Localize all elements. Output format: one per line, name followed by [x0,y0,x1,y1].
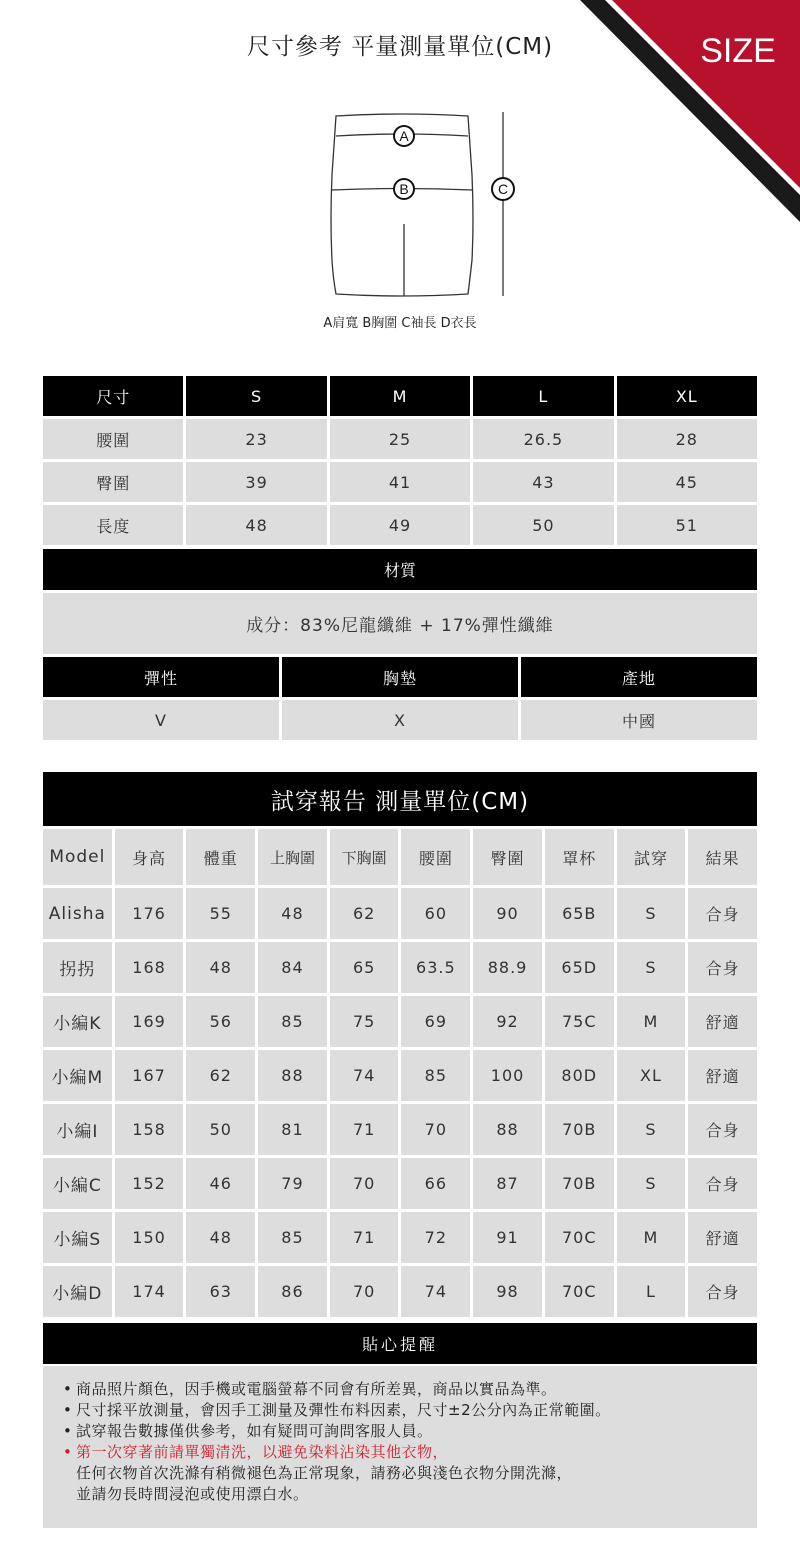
fitting-header-result: 結果 [688,829,757,885]
size-header-m: M [330,376,470,416]
fitting-cell: 合身 [688,1104,757,1155]
fitting-cell: 63.5 [401,942,470,993]
tip-item: • 試穿報告數據僅供參考，如有疑問可詢問客服人員。 [63,1422,433,1440]
fitting-header-cup: 罩杯 [545,829,614,885]
skirt-diagram [300,100,530,305]
material-header: 材質 [43,549,757,590]
fitting-cell: 88 [473,1104,542,1155]
fitting-cell: 74 [330,1050,399,1101]
fitting-cell: 65B [545,888,614,939]
size-row-label: 腰圍 [43,419,183,459]
fitting-cell: 85 [258,1212,327,1263]
fitting-cell: S [617,888,686,939]
fitting-cell: 46 [186,1158,255,1209]
fitting-cell: 63 [186,1266,255,1317]
fitting-cell: 70C [545,1266,614,1317]
fitting-cell: 69 [401,996,470,1047]
size-cell: 51 [617,505,757,545]
fitting-cell: 87 [473,1158,542,1209]
bullet-icon: • [63,1443,73,1461]
marker-b [393,178,415,200]
fitting-cell: 62 [186,1050,255,1101]
fitting-cell: 71 [330,1104,399,1155]
fitting-cell: 176 [115,888,184,939]
size-cell: 49 [330,505,470,545]
fitting-cell: 70B [545,1104,614,1155]
model-name: 拐拐 [43,942,112,993]
fitting-cell: 85 [401,1050,470,1101]
size-cell: 43 [473,462,613,502]
model-name: 小編S [43,1212,112,1263]
size-cell: 25 [330,419,470,459]
page-title: 尺寸參考 平量測量單位(CM) [246,34,554,60]
fitting-cell: 150 [115,1212,184,1263]
fitting-cell: 合身 [688,942,757,993]
fitting-cell: 66 [401,1158,470,1209]
padding-value: X [282,700,518,740]
fitting-cell: 70 [330,1266,399,1317]
fitting-cell: 85 [258,996,327,1047]
size-header-l: L [473,376,613,416]
size-cell: 45 [617,462,757,502]
fitting-cell: 60 [401,888,470,939]
marker-a [393,125,415,147]
size-header-s: S [186,376,326,416]
fitting-cell: 88.9 [473,942,542,993]
fitting-cell: 合身 [688,1266,757,1317]
fitting-cell: 158 [115,1104,184,1155]
tip-warning: • 第一次穿著前請單獨清洗，以避免染料沾染其他衣物， [63,1443,449,1461]
fitting-header-waist: 腰圍 [401,829,470,885]
marker-c [491,177,515,201]
diagram-legend: A肩寬 B胸圍 C袖長 D衣長 [323,316,477,331]
elasticity-header: 彈性 [43,657,279,697]
fitting-cell: 舒適 [688,1050,757,1101]
model-name: 小編C [43,1158,112,1209]
fitting-cell: 90 [473,888,542,939]
fitting-cell: 70 [401,1104,470,1155]
fitting-header-tried-size: 試穿 [617,829,686,885]
fitting-cell: 86 [258,1266,327,1317]
tips-list [43,1366,757,1528]
size-row-label: 臀圍 [43,462,183,502]
fitting-cell: 合身 [688,1158,757,1209]
fitting-header-hip: 臀圍 [473,829,542,885]
fitting-cell: S [617,942,686,993]
fitting-cell: 55 [186,888,255,939]
fitting-cell: 48 [186,1212,255,1263]
fitting-cell: 167 [115,1050,184,1101]
fitting-cell: M [617,1212,686,1263]
tip-item: • 尺寸採平放測量，會因手工測量及彈性布料因素，尺寸±2公分內為正常範圍。 [63,1401,611,1419]
fitting-cell: 72 [401,1212,470,1263]
tip-note: 任何衣物首次洗滌有稍微褪色為正常現象，請務必與淺色衣物分開洗滌， [76,1464,573,1482]
fitting-cell: 75C [545,996,614,1047]
fitting-cell: 48 [258,888,327,939]
fitting-header-height: 身高 [115,829,184,885]
model-name: Alisha [43,888,112,939]
fitting-cell: L [617,1266,686,1317]
origin-value: 中國 [521,700,757,740]
fitting-header-upper-bust: 上胸圍 [258,829,327,885]
model-name: 小編D [43,1266,112,1317]
fitting-cell: 70C [545,1212,614,1263]
fitting-cell: 80D [545,1050,614,1101]
size-cell: 48 [186,505,326,545]
size-cell: 28 [617,419,757,459]
skirt-outline [331,112,503,296]
fitting-cell: S [617,1104,686,1155]
fitting-cell: 74 [401,1266,470,1317]
tip-item: • 商品照片顏色，因手機或電腦螢幕不同會有所差異，商品以實品為準。 [63,1380,557,1398]
tips-title: 貼心提醒 [43,1323,757,1364]
fitting-cell: 100 [473,1050,542,1101]
size-header-xl: XL [617,376,757,416]
fitting-report-table [43,829,757,1317]
fitting-cell: 84 [258,942,327,993]
fitting-cell: 169 [115,996,184,1047]
svg-text:A: A [399,128,409,144]
svg-text:B: B [399,181,409,197]
fitting-cell: 91 [473,1212,542,1263]
fitting-cell: S [617,1158,686,1209]
fitting-cell: 152 [115,1158,184,1209]
model-name: 小編K [43,996,112,1047]
fitting-cell: 65D [545,942,614,993]
model-name: 小編M [43,1050,112,1101]
svg-text:C: C [497,181,509,197]
material-composition: 成分：83%尼龍纖維 + 17%彈性纖維 [43,593,757,654]
fitting-cell: 88 [258,1050,327,1101]
fitting-cell: 62 [330,888,399,939]
bullet-icon: • [63,1401,73,1419]
size-table [43,376,757,545]
fitting-cell: 65 [330,942,399,993]
size-row-label: 長度 [43,505,183,545]
bullet-icon: • [63,1422,73,1440]
size-header-label: 尺寸 [43,376,183,416]
fitting-cell: 168 [115,942,184,993]
fitting-cell: 56 [186,996,255,1047]
fitting-cell: XL [617,1050,686,1101]
fitting-cell: 71 [330,1212,399,1263]
bullet-icon: • [63,1380,73,1398]
fitting-header-under-bust: 下胸圍 [330,829,399,885]
fitting-cell: 79 [258,1158,327,1209]
properties-table [43,657,757,740]
fitting-report-title: 試穿報告 測量單位(CM) [43,772,757,826]
size-cell: 26.5 [473,419,613,459]
size-badge: SIZE [700,32,776,70]
origin-header: 產地 [521,657,757,697]
fitting-cell: 75 [330,996,399,1047]
fitting-header-model: Model [43,829,112,885]
fitting-cell: 舒適 [688,1212,757,1263]
fitting-cell: 50 [186,1104,255,1155]
fitting-cell: 舒適 [688,996,757,1047]
fitting-cell: 48 [186,942,255,993]
tip-note: 並請勿長時間浸泡或使用漂白水。 [76,1485,309,1503]
fitting-cell: 174 [115,1266,184,1317]
fitting-cell: 70 [330,1158,399,1209]
fitting-cell: 92 [473,996,542,1047]
model-name: 小編I [43,1104,112,1155]
fitting-cell: 70B [545,1158,614,1209]
size-cell: 23 [186,419,326,459]
fitting-cell: 合身 [688,888,757,939]
size-cell: 41 [330,462,470,502]
fitting-header-weight: 體重 [186,829,255,885]
elasticity-value: V [43,700,279,740]
fitting-cell: 98 [473,1266,542,1317]
size-cell: 39 [186,462,326,502]
padding-header: 胸墊 [282,657,518,697]
size-cell: 50 [473,505,613,545]
fitting-cell: M [617,996,686,1047]
fitting-cell: 81 [258,1104,327,1155]
